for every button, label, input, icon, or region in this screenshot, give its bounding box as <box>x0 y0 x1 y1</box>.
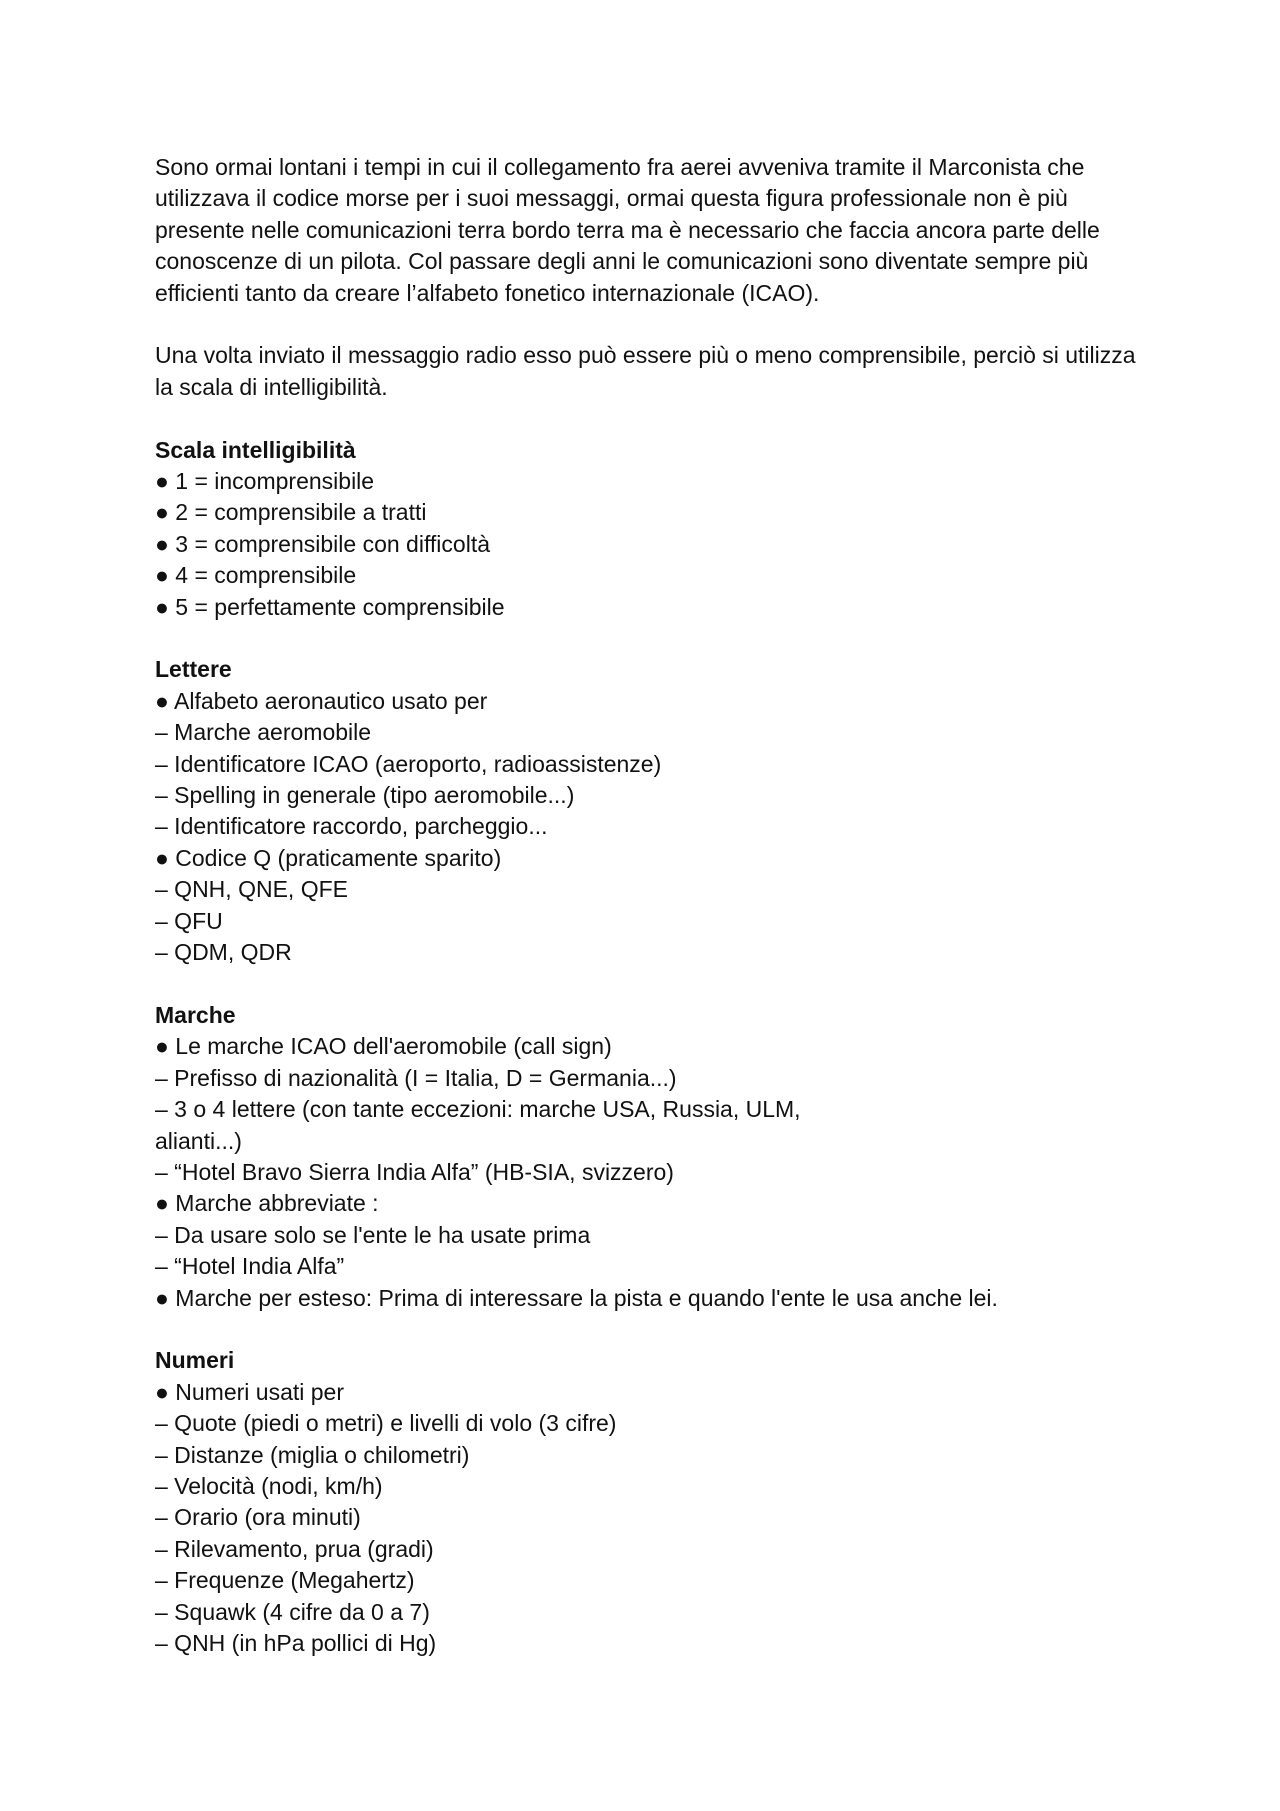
list-item: ● Le marche ICAO dell'aeromobile (call sign) <box>155 1033 612 1060</box>
spacer <box>155 309 1140 340</box>
list-item: – Identificatore ICAO (aeroporto, radioassistenze) <box>155 750 662 777</box>
list-item: – Rilevamento, prua (gradi) <box>155 1535 434 1562</box>
list-item: ● 5 = perfettamente comprensibile <box>155 593 505 620</box>
list-item: alianti...) <box>155 1127 242 1154</box>
section-scala <box>155 435 1140 623</box>
list-item: – Squawk (4 cifre da 0 a 7) <box>155 1598 430 1625</box>
list-item: – Identificatore raccordo, parcheggio... <box>155 813 548 840</box>
section-lettere <box>155 654 1140 968</box>
list-item: – Orario (ora minuti) <box>155 1504 361 1531</box>
list-item: – Distanze (miglia o chilometri) <box>155 1441 470 1468</box>
list-item: ● Alfabeto aeronautico usato per <box>155 687 488 714</box>
spacer <box>155 969 1140 1000</box>
list-item: ● Codice Q (praticamente sparito) <box>155 844 502 871</box>
list-item: ● 2 = comprensibile a tratti <box>155 499 427 526</box>
list-item: ● Marche abbreviate : <box>155 1190 379 1217</box>
list-item: – QNH (in hPa pollici di Hg) <box>155 1630 437 1657</box>
list-item: – Da usare solo se l'ente le ha usate prima <box>155 1221 591 1248</box>
section-marche <box>155 1000 1140 1314</box>
list-item: – Prefisso di nazionalità (I = Italia, D = Germania...) <box>155 1064 677 1091</box>
list-item: ● 3 = comprensibile con difficoltà <box>155 530 491 557</box>
section-heading: Lettere <box>155 656 232 683</box>
list-item: – Spelling in generale (tipo aeromobile...) <box>155 782 575 809</box>
list-item: – QNH, QNE, QFE <box>155 876 348 903</box>
section-numeri <box>155 1345 1140 1659</box>
list-item: – Velocità (nodi, km/h) <box>155 1472 383 1499</box>
list-item: ● 1 = incomprensibile <box>155 468 375 495</box>
list-item: – QDM, QDR <box>155 939 292 966</box>
spacer <box>155 403 1140 434</box>
list-item: ● 4 = comprensibile <box>155 562 357 589</box>
section-heading: Numeri <box>155 1347 235 1374</box>
spacer <box>155 623 1140 654</box>
intro-paragraph-1: Sono ormai lontani i tempi in cui il collegamento fra aerei avveniva tramite il Marconista che utilizzava il codice morse per i suoi messaggi, ormai questa figura professionale non è più presente nelle comunicazioni terra bordo terra ma è necessario che faccia ancora parte delle conoscenze di un pilota. Col passare degli anni le comunicazioni sono diventate sempre più efficienti tanto da creare l’alfabeto fonetico internazionale (ICAO). <box>155 154 1100 306</box>
section-heading: Marche <box>155 1001 236 1028</box>
list-item: ● Marche per esteso: Prima di interessare la pista e quando l'ente le usa anche lei. <box>155 1284 998 1311</box>
document-page <box>155 152 1140 1659</box>
list-item: – “Hotel India Alfa” <box>155 1253 345 1280</box>
list-item: – 3 o 4 lettere (con tante eccezioni: marche USA, Russia, ULM, <box>155 1096 801 1123</box>
intro-paragraph-2: Una volta inviato il messaggio radio esso può essere più o meno comprensibile, perciò si utilizza la scala di intelligibilità. <box>155 342 1136 400</box>
list-item: – Frequenze (Megahertz) <box>155 1567 415 1594</box>
spacer <box>155 1314 1140 1345</box>
list-item: – QFU <box>155 907 223 934</box>
list-item: – Marche aeromobile <box>155 719 372 746</box>
list-item: – “Hotel Bravo Sierra India Alfa” (HB-SIA, svizzero) <box>155 1158 674 1185</box>
section-heading: Scala intelligibilità <box>155 436 356 463</box>
list-item: ● Numeri usati per <box>155 1378 345 1405</box>
list-item: – Quote (piedi o metri) e livelli di volo (3 cifre) <box>155 1410 617 1437</box>
